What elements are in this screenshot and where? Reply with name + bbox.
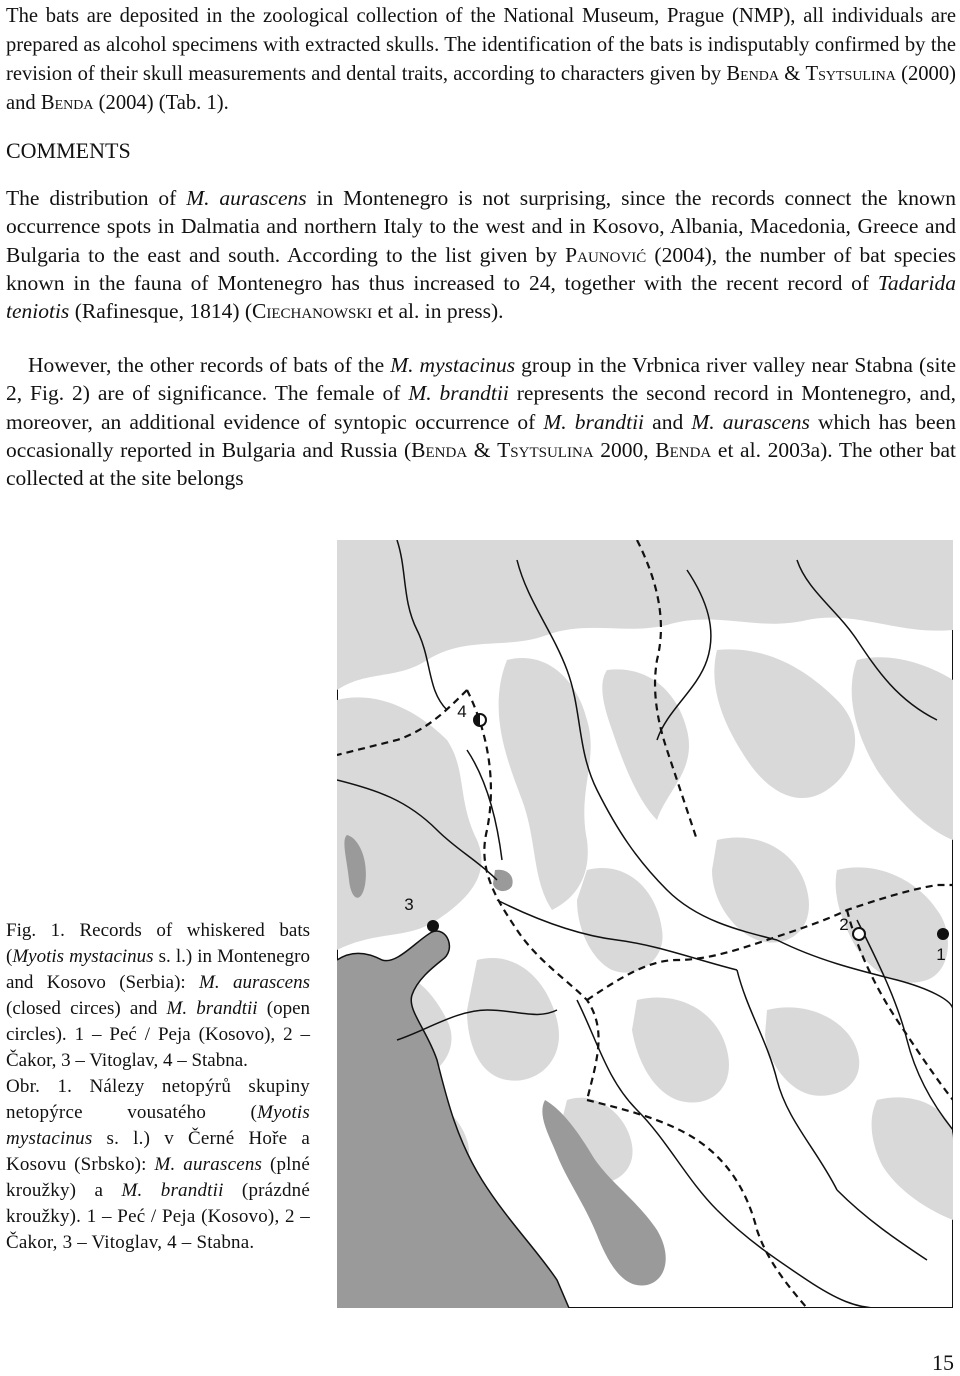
- italic-term: M. mystacinus: [390, 353, 516, 377]
- italic-term: M. brandtii: [543, 409, 645, 434]
- text-run: Obr. 1. Nálezy netopýrů skupiny netopýrce vousatého (: [6, 1076, 310, 1123]
- comments-paragraph-2: [6, 351, 956, 492]
- text-run: et al. in press).: [372, 299, 504, 324]
- author-name: Tsytsulina: [805, 63, 896, 85]
- text-run: group in the Vrbnica river valley near Stabna (site 2, Fig. 2) are of significance. The female of: [6, 353, 956, 406]
- text-run: and: [644, 409, 692, 434]
- text-run: represents the second record in Montenegro, and, moreover, an additional evidence of syntopic occurrence of: [6, 381, 957, 434]
- text-run: Fig. 1. Records of whiskered bats (: [6, 920, 310, 967]
- italic-term: M. aurascens: [186, 186, 307, 210]
- text-run: The distribution of: [6, 186, 187, 210]
- author-name: Paunović: [565, 242, 647, 267]
- text-run: The bats are deposited in the zoological collection of the National Museum, Prague (NMP), all individuals are prepared as alcohol specimens with extracted skulls. The identification of the bats is indisputably confirmed by the revision of their skull measurements and dental traits, according to characters given by: [6, 5, 956, 85]
- section-heading-comments: COMMENTS: [6, 138, 131, 163]
- text-run: which has been occasionally reported in Bulgaria and Russia (: [6, 409, 956, 462]
- text-run: However, the other records of bats of the: [28, 353, 391, 377]
- italic-term: Myotis mystacinus: [12, 946, 154, 967]
- text-run: &: [779, 63, 806, 85]
- italic-term: M. aurascens: [199, 972, 310, 993]
- author-name: Tsytsulina: [497, 437, 594, 462]
- text-run: (open circles). 1 – Peć / Peja (Kosovo), 2 – Čakor, 3 – Vitoglav, 4 – Stabna.: [6, 998, 311, 1071]
- italic-term: M. brandtii: [166, 998, 258, 1019]
- figure-caption-czech: [6, 1074, 310, 1256]
- text-run: (closed circes) and: [6, 998, 167, 1019]
- italic-term: M. aurascens: [691, 409, 810, 434]
- figure-caption-english: [6, 918, 310, 1074]
- text-run: s. l.) in Montenegro and Kosovo (Serbia):: [6, 946, 310, 993]
- text-run: &: [467, 437, 498, 462]
- author-name: Benda: [655, 437, 712, 462]
- text-run: (prázdné kroužky). 1 – Peć / Peja (Kosovo), 2 – Čakor, 3 – Vitoglav, 4 – Stabna.: [6, 1180, 310, 1253]
- text-run: et al. 2003a). The other bat collected at the site belongs: [6, 437, 957, 491]
- text-run: in Montenegro is not surprising, since the records connect the known occurrence spots in Dalmatia and northern Italy to the west and in Kosovo, Albania, Macedonia, Greece and Bulgaria to the east and south. According to the list given by: [6, 186, 956, 267]
- comments-paragraph-1: [6, 184, 956, 325]
- italic-term: M. brandtii: [121, 1180, 224, 1201]
- author-name: Benda: [411, 437, 468, 462]
- italic-term: M. aurascens: [154, 1154, 263, 1175]
- text-run: 2000,: [593, 437, 656, 462]
- figure-caption: [6, 918, 310, 1256]
- site-1-label: 1: [936, 945, 946, 964]
- site-4-label: 4: [457, 702, 467, 721]
- author-name: Benda: [40, 92, 94, 114]
- text-run: s. l.) v Černé Hoře a Kosovu (Srbsko):: [6, 1128, 310, 1175]
- italic-term: Myotis mystacinus: [6, 1102, 310, 1149]
- text-run: (2004) (Tab. 1).: [93, 92, 229, 114]
- intro-paragraph: [6, 2, 956, 118]
- italic-term: M. brandtii: [408, 381, 509, 406]
- italic-term: Tadarida teniotis: [6, 270, 956, 324]
- distribution-map: [337, 540, 953, 1308]
- text-run: (2000) and: [6, 63, 956, 114]
- text-run: (Rafinesque, 1814) (: [69, 299, 253, 324]
- site-2-label: 2: [839, 915, 849, 934]
- site-3-label: 3: [404, 895, 414, 914]
- text-run: (2004), the number of bat species known in the fauna of Montenegro has thus increased to 24, together with the recent record of: [6, 242, 956, 295]
- page-number: 15: [932, 1350, 954, 1375]
- author-name: Ciechanowski: [252, 299, 373, 324]
- text-run: (plné kroužky) a: [6, 1154, 310, 1201]
- author-name: Benda: [726, 63, 780, 85]
